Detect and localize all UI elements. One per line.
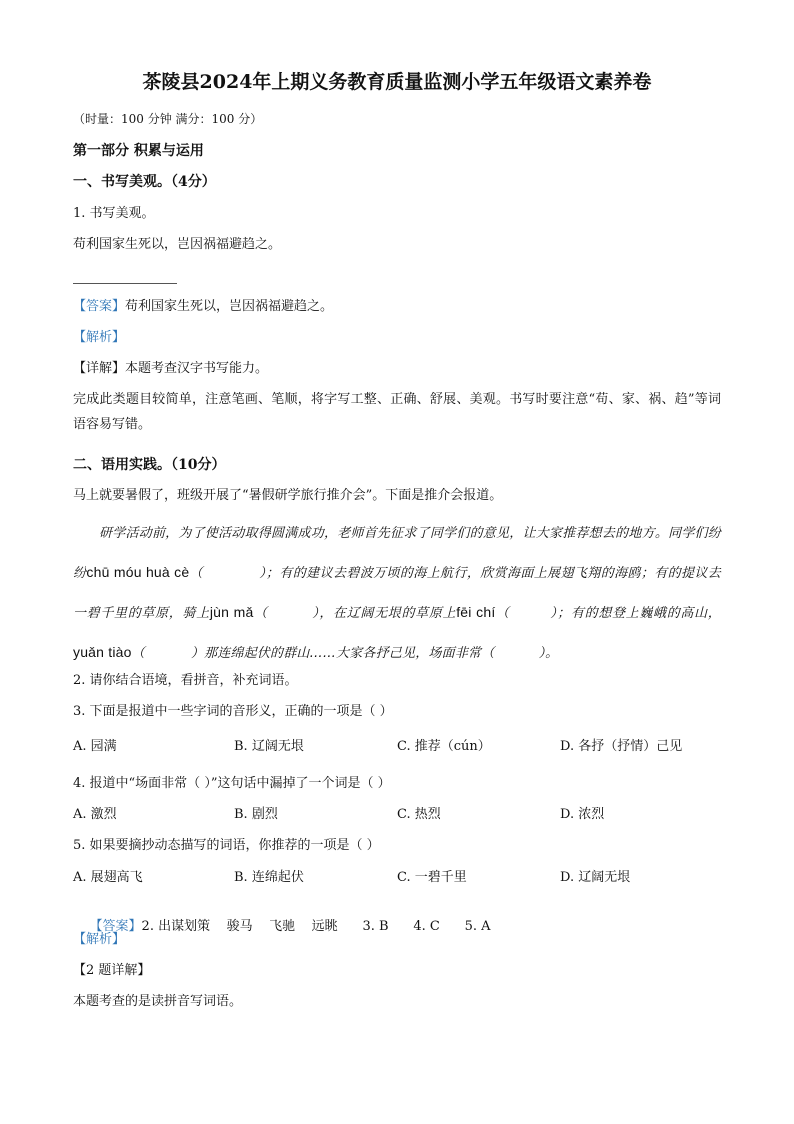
passage-bracket-3: （: [495, 606, 510, 621]
analysis-tag-2: 【解析】: [73, 932, 126, 947]
pinyin-3: fēi chí: [456, 604, 496, 620]
question-5: 5. 如果要摘抄动态描写的词语，你推荐的一项是（ ）: [73, 838, 380, 853]
option-d[interactable]: D. 辽阔无垠: [560, 870, 631, 885]
pinyin-2: jùn mǎ: [209, 604, 254, 620]
option-b[interactable]: B. 剧烈: [234, 807, 278, 822]
question-4: 4. 报道中“场面非常（ ）”这句话中漏掉了一个词是（ ）: [73, 776, 391, 791]
exam-meta: （时量：100 分钟 满分：100 分）: [73, 112, 263, 126]
question-5-options: [73, 869, 723, 887]
section-2-heading: 二、语用实践。（10分）: [73, 457, 226, 473]
option-c[interactable]: C. 一碧千里: [397, 870, 467, 885]
answer-1: [73, 298, 333, 316]
section-1-heading: 一、书写美观。（4分）: [73, 174, 216, 190]
option-a[interactable]: A. 园满: [73, 739, 117, 754]
detail-1-body: 完成此类题目较简单，注意笔画、笔顺，将字写工整、正确、舒展、美观。书写时要注意“苟、家、祸、趋”等词语容易写错。: [73, 392, 721, 432]
option-c[interactable]: C. 热烈: [397, 807, 441, 822]
question-1-text: 苟利国家生死以，岂因祸福避趋之。: [73, 237, 282, 252]
doc-title: 茶陵县2024年上期义务教育质量监测小学五年级语文素养卷: [142, 71, 652, 93]
passage-text-6: ）。: [538, 646, 559, 661]
passage-bracket-2: （: [253, 606, 268, 621]
option-c[interactable]: C. 推荐（cún）: [397, 739, 491, 754]
detail-text: 本题考查汉字书写能力。: [125, 361, 269, 376]
passage-bracket-4: （: [131, 646, 145, 661]
detail-2-tag: 【2 题详解】: [73, 963, 151, 978]
option-b[interactable]: B. 连绵起伏: [234, 870, 304, 885]
question-4-options: [73, 806, 723, 824]
pinyin-1: chū móu huà cè: [86, 564, 190, 580]
passage-bracket-1: （: [189, 566, 203, 581]
section-2-intro: 马上就要暑假了，班级开展了“暑假研学旅行推介会”。下面是推介会报道。: [73, 488, 503, 503]
passage-text-4: ）；有的想登上巍峨的高山，: [549, 606, 721, 621]
answer-text: 苟利国家生死以，岂因祸福避趋之。: [125, 299, 334, 314]
analysis-tag-1: 【解析】: [73, 330, 126, 345]
pinyin-4: yuǎn tiào: [73, 644, 132, 660]
answer-2: [73, 900, 491, 954]
option-b[interactable]: B. 辽阔无垠: [234, 739, 304, 754]
passage-text-1: 研学活动前，为了使活动取得圆满成功，老师首先征求了同学们的意见，让大家推荐想去的地方。同学们纷纷: [73, 526, 721, 581]
question-3: 3. 下面是报道中一些字词的音形义，正确的一项是（ ）: [73, 704, 393, 719]
option-a[interactable]: A. 激烈: [73, 807, 117, 822]
question-2: 2. 请你结合语境，看拼音，补充词语。: [73, 673, 298, 688]
option-d[interactable]: D. 浓烈: [560, 807, 605, 822]
option-a[interactable]: A. 展翅高飞: [73, 870, 143, 885]
report-passage: [73, 515, 721, 673]
detail-tag: 【详解】: [73, 361, 126, 376]
footnote-divider: [73, 283, 177, 284]
question-1: 1. 书写美观。: [73, 206, 155, 221]
passage-text-3: ），在辽阔无垠的草原上: [311, 606, 457, 621]
detail-1: [73, 360, 268, 378]
answer-tag: 【答案】: [89, 919, 142, 934]
answer-tag: 【答案】: [73, 299, 126, 314]
detail-2-body: 本题考查的是读拼音写词语。: [73, 994, 243, 1009]
answer-text: 2. 出谋划策 骏马 飞驰 远眺 3. B 4. C 5. A: [141, 919, 491, 934]
option-d[interactable]: D. 各抒（抒情）己见: [560, 739, 683, 754]
part-heading: 第一部分 积累与运用: [73, 143, 204, 159]
passage-text-2: ）；有的建议去碧波万顷的海上航行，欣赏海面上展翅飞翔的海鸥；有的提议去一碧千里的草原，骑上: [73, 566, 721, 621]
passage-text-5: ）那连绵起伏的群山……大家各抒己见，场面非常（: [190, 646, 495, 661]
question-3-options: [73, 738, 723, 756]
